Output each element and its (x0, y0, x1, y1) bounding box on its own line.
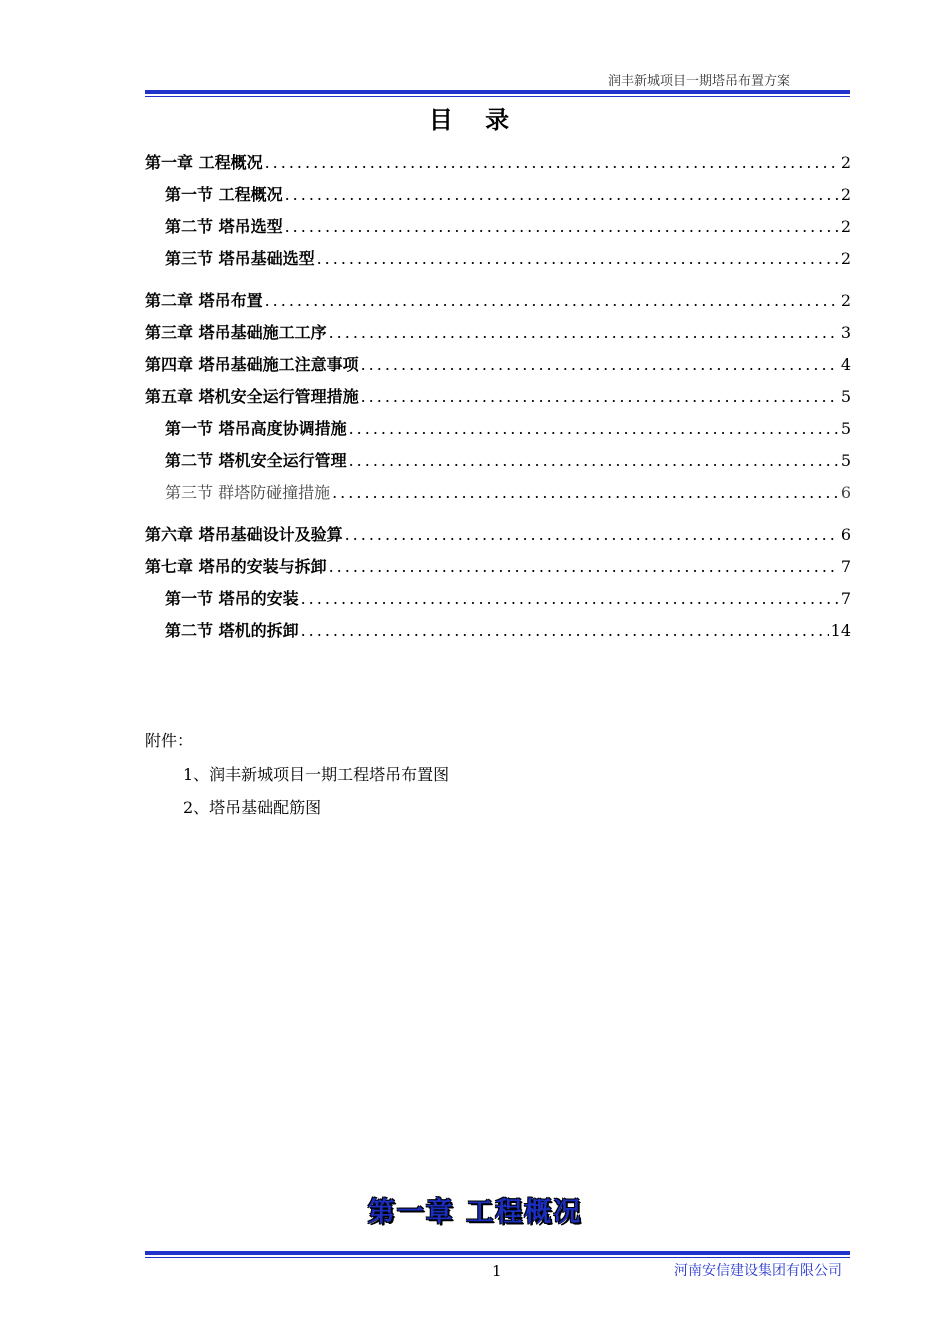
toc-entry[interactable]: 第一节 塔吊高度协调措施 ..... 5 (145, 416, 851, 448)
toc-entry[interactable]: 第二节 塔吊选型 ..... 2 (145, 214, 851, 246)
footer-page-number: 1 (492, 1262, 502, 1280)
toc-heading: 目 录 (428, 106, 522, 134)
toc-entry[interactable]: 第二节 塔机安全运行管理 ..... 5 (145, 448, 851, 480)
toc-entry[interactable]: 第四章 塔吊基础施工注意事项 ..... 4 (145, 352, 851, 384)
toc-entry[interactable]: 第三节 塔吊基础选型 ..... 2 (145, 246, 851, 278)
table-of-contents (145, 150, 851, 650)
toc-entry[interactable]: 第一节 塔吊的安装 ..... 7 (145, 586, 851, 618)
toc-entry[interactable]: 第五章 塔机安全运行管理措施 ..... 5 (145, 384, 851, 416)
header-rule (145, 90, 850, 97)
toc-entry[interactable]: 第二章 塔吊布置 ..... 2 (145, 288, 851, 320)
attachment-item: 1、润丰新城项目一期工程塔吊布置图 (183, 765, 450, 784)
footer-rule (145, 1251, 850, 1258)
attachment-item: 2、塔吊基础配筋图 (183, 798, 322, 817)
attachments-label: 附件： (145, 731, 194, 750)
toc-entry[interactable]: 第二节 塔机的拆卸 ..... 14 (145, 618, 851, 650)
toc-entry[interactable]: 第三章 塔吊基础施工工序 ..... 3 (145, 320, 851, 352)
footer-company: 河南安信建设集团有限公司 (674, 1263, 842, 1279)
toc-entry[interactable]: 第一节 工程概况 ..... 2 (145, 182, 851, 214)
header-title: 润丰新城项目一期塔吊布置方案 (607, 74, 790, 89)
toc-entry[interactable]: 第三节 群塔防碰撞措施 ..... 6 (145, 480, 851, 512)
chapter-title: 第一章 工程概况 (367, 1197, 583, 1228)
toc-entry[interactable]: 第七章 塔吊的安装与拆卸 ..... 7 (145, 554, 851, 586)
toc-entry[interactable]: 第六章 塔吊基础设计及验算 ..... 6 (145, 522, 851, 554)
toc-entry[interactable]: 第一章 工程概况 ..... 2 (145, 150, 851, 182)
